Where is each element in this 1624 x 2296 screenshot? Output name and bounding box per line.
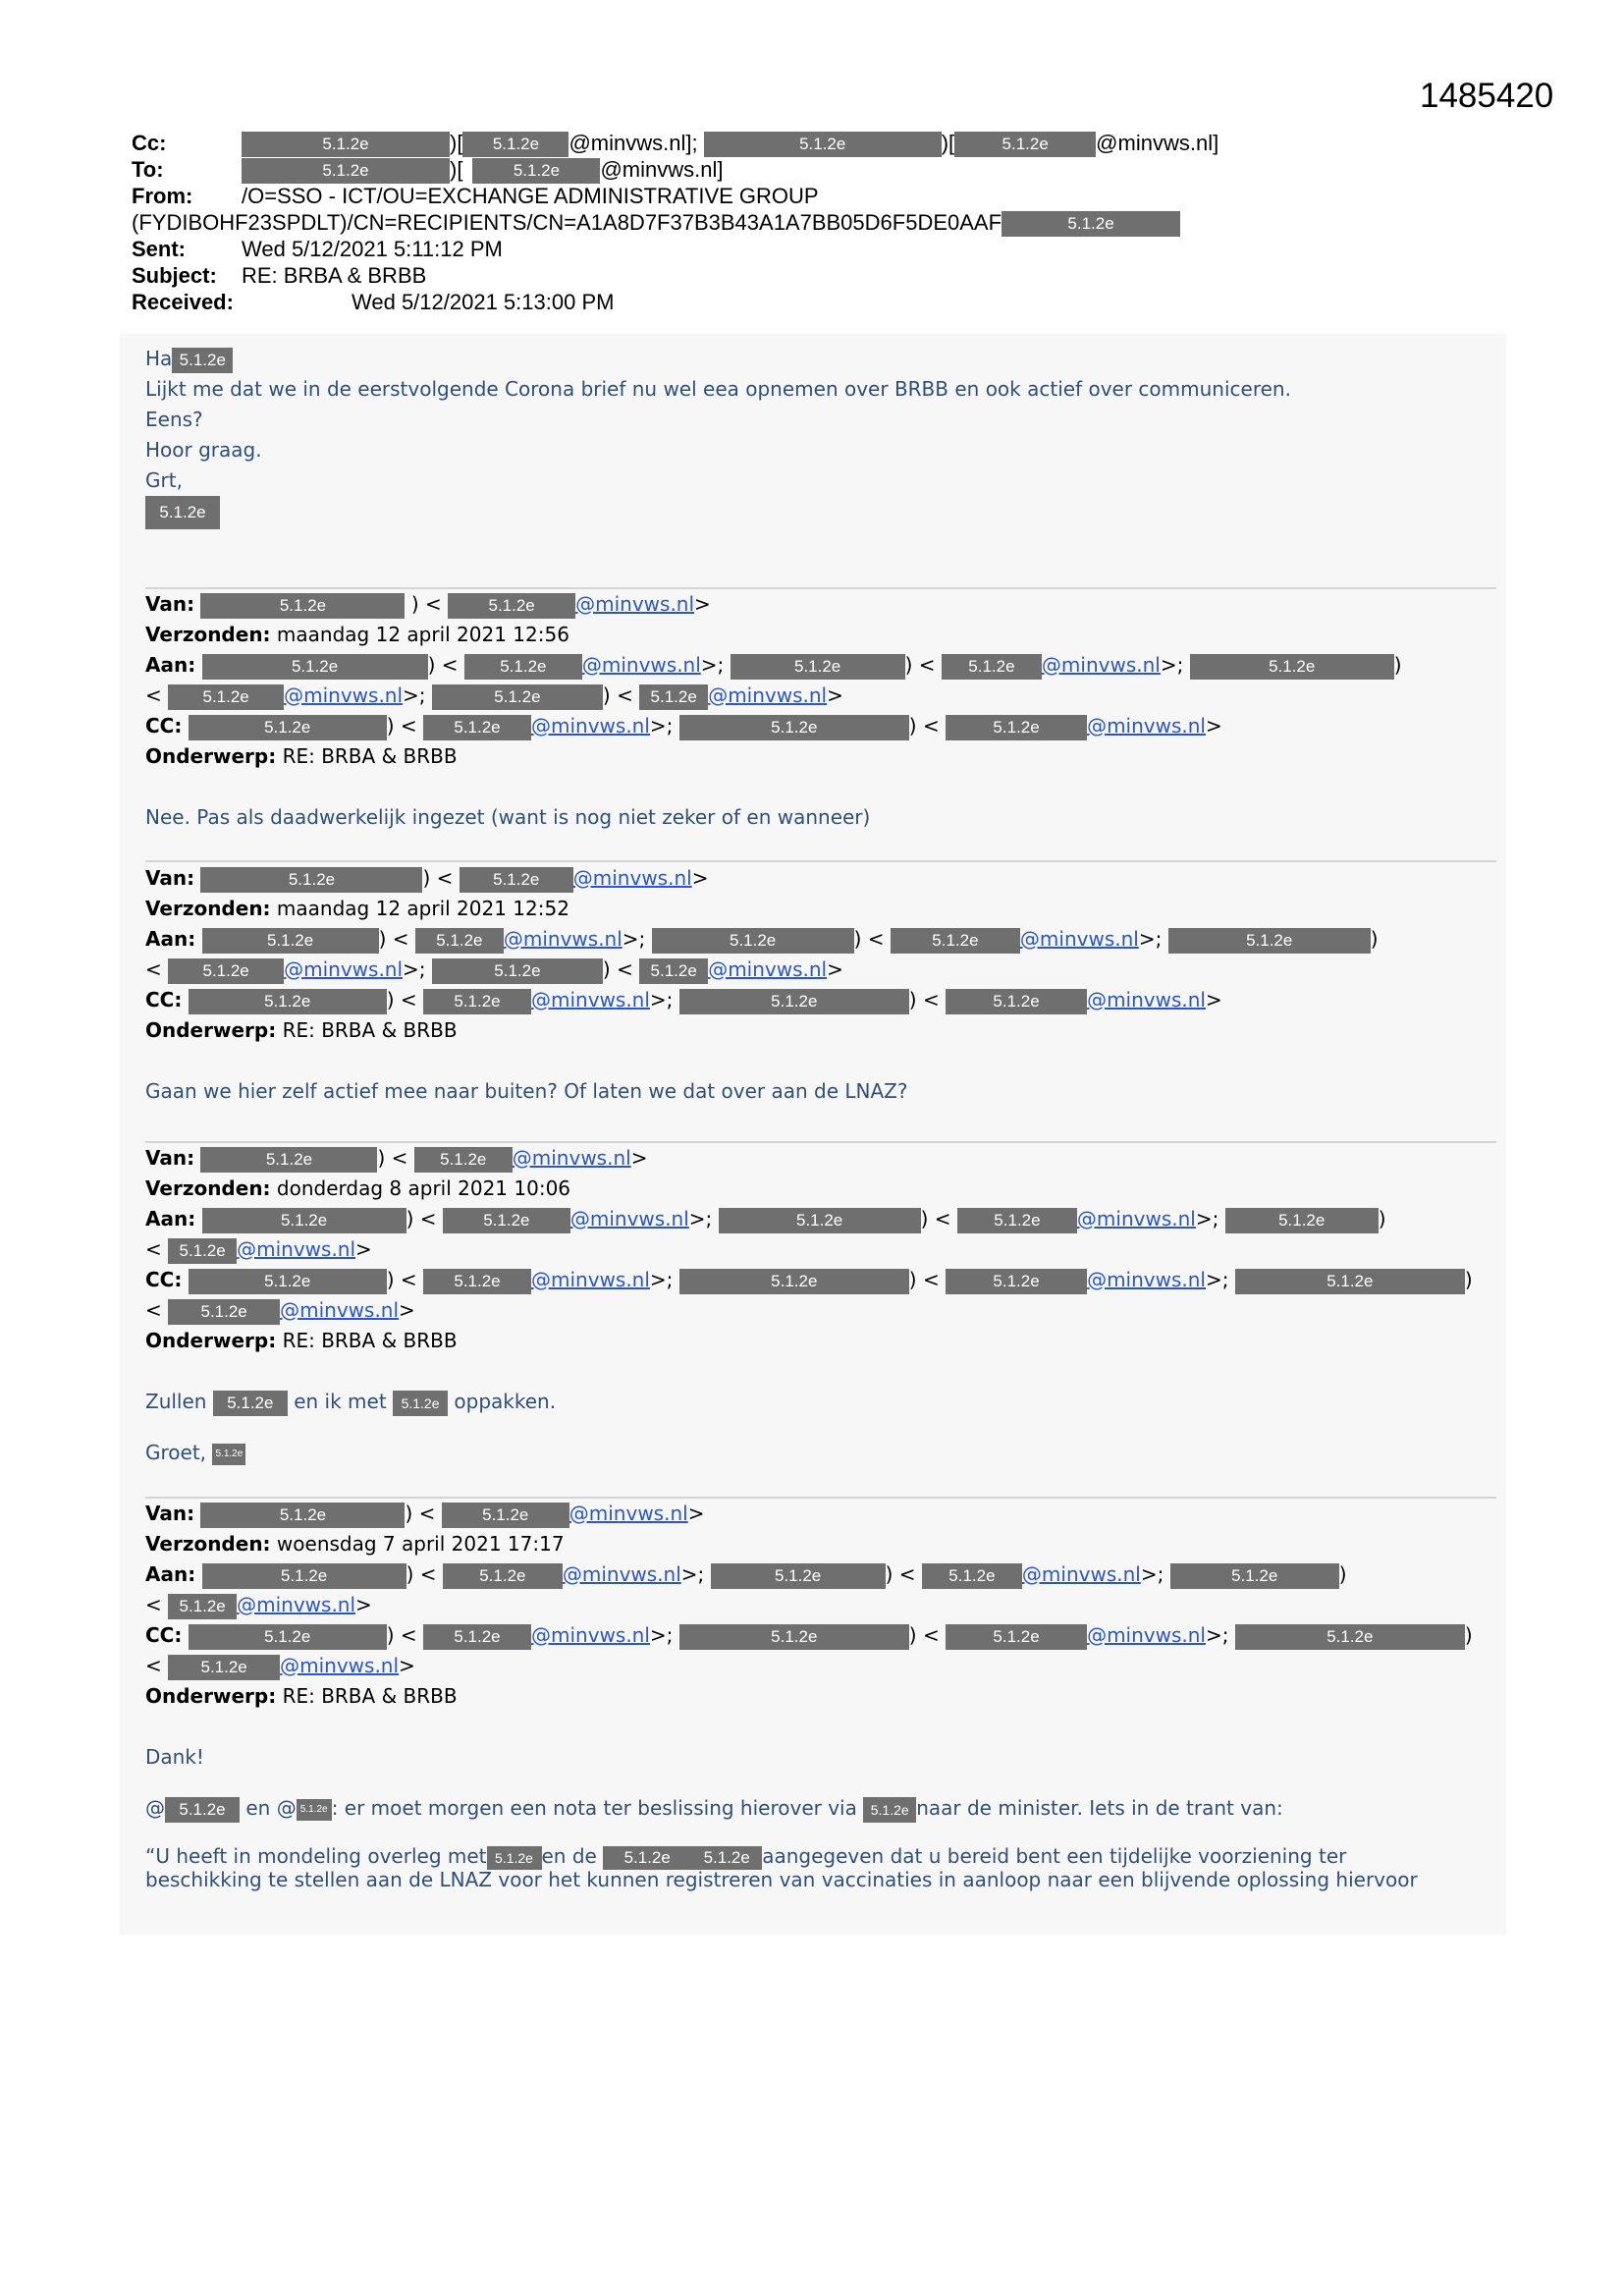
redaction: 5.1.2e <box>189 1269 387 1294</box>
cc-domain-end: @minvws.nl] <box>1096 131 1219 155</box>
redaction: 5.1.2e <box>679 715 909 740</box>
onderwerp-value: RE: BRBA & BRBB <box>282 1329 458 1352</box>
redaction: 5.1.2e <box>460 867 573 893</box>
email-dank: Dank! <box>145 1745 204 1769</box>
cc-label: Cc: <box>132 131 167 155</box>
onderwerp-label: Onderwerp: <box>145 1018 277 1042</box>
redaction: 5.1.2e <box>423 989 531 1014</box>
received-value: Wed 5/12/2021 5:13:00 PM <box>352 290 615 314</box>
redaction: 5.1.2e <box>168 1655 280 1680</box>
body-line: Grt, <box>145 468 183 492</box>
email-link[interactable]: @minvws.nl <box>280 1298 400 1322</box>
verzonden-value: maandag 12 april 2021 12:52 <box>276 897 569 920</box>
email-header-3 <box>145 1143 1500 1468</box>
cc-row <box>132 130 1545 156</box>
onderwerp-value: RE: BRBA & BRBB <box>282 744 458 768</box>
email-body: Nee. Pas als daadwerkelijk ingezet (want is nog niet zeker of en wanneer) <box>145 805 871 829</box>
subject-row <box>132 262 1545 289</box>
email-link[interactable]: @minvws.nl <box>1087 1623 1206 1647</box>
from-label: From: <box>132 184 193 208</box>
to-label: To: <box>132 157 164 182</box>
verzonden-label: Verzonden: <box>145 897 271 920</box>
aan-label: Aan: <box>145 927 196 951</box>
body-text: Zullen <box>145 1390 207 1413</box>
body-text: en @ <box>245 1796 297 1820</box>
redaction: 5.1.2e <box>1235 1269 1465 1294</box>
received-label: Received: <box>132 290 234 314</box>
redaction: 5.1.2e <box>639 684 708 710</box>
email-link[interactable]: @minvws.nl <box>1076 1207 1196 1230</box>
body-text: naar de minister. Iets in de trant van: <box>916 1796 1283 1820</box>
email-link[interactable]: @minvws.nl <box>284 957 404 981</box>
onderwerp-value: RE: BRBA & BRBB <box>282 1684 458 1708</box>
greeting-line <box>145 344 1500 374</box>
redaction: 5.1.2e <box>679 1269 909 1294</box>
groet-text: Groet, <box>145 1441 207 1464</box>
email-body <box>145 1387 1500 1417</box>
redaction: 5.1.2e <box>168 1299 280 1325</box>
redaction: 5.1.2e <box>679 1624 909 1650</box>
redaction: 5.1.2e <box>200 593 405 619</box>
cc-label: CC: <box>145 988 183 1011</box>
redaction: 5.1.2e <box>464 654 582 680</box>
redaction: 5.1.2e <box>189 715 387 740</box>
redaction: 5.1.2e <box>414 1147 513 1173</box>
onderwerp-value: RE: BRBA & BRBB <box>282 1018 458 1042</box>
aan-row: Aan: 5.1.2e ) < 5.1.2e @minvws.nl>; 5.1.2e ) < 5.1.2e @minvws.nl>; 5.1.2e ) <box>145 1559 1500 1590</box>
email-link[interactable]: @minvws.nl <box>531 1268 650 1291</box>
redaction: 5.1.2e <box>462 132 568 157</box>
email-header-1 <box>145 589 1500 833</box>
email-link[interactable]: @minvws.nl <box>503 927 623 951</box>
redaction: 5.1.2e <box>891 928 1020 954</box>
body-text: oppakken. <box>454 1390 557 1413</box>
cc-row: CC: 5.1.2e ) < 5.1.2e @minvws.nl>; 5.1.2e ) < 5.1.2e @minvws.nl> <box>145 711 1500 741</box>
email-link[interactable]: @minvws.nl <box>569 1207 689 1230</box>
redaction: 5.1.2e <box>200 867 422 893</box>
redaction: 5.1.2e <box>679 989 909 1014</box>
onderwerp-label: Onderwerp: <box>145 1684 277 1708</box>
cc-row: CC: 5.1.2e ) < 5.1.2e @minvws.nl>; 5.1.2e ) < 5.1.2e @minvws.nl>; 5.1.2e ) <box>145 1265 1500 1295</box>
redaction: 5.1.2e <box>415 928 504 954</box>
redaction: 5.1.2e <box>719 1208 921 1233</box>
redaction: 5.1.2e <box>200 1147 377 1173</box>
email-link[interactable]: @minvws.nl <box>531 988 650 1011</box>
redaction: 5.1.2e <box>487 1846 542 1870</box>
onderwerp-row <box>145 1015 1500 1046</box>
redaction: 5.1.2e <box>172 348 233 373</box>
to-row <box>132 156 1545 183</box>
aan-row-2: < 5.1.2e @minvws.nl>; 5.1.2e ) < 5.1.2e @minvws.nl> <box>145 681 1500 711</box>
bracket: )[ <box>941 131 955 155</box>
sent-value: Wed 5/12/2021 5:11:12 PM <box>242 237 503 261</box>
body-text: aangegeven dat u bereid bent een tijdelijke voorziening ter <box>762 1844 1347 1868</box>
redaction: 5.1.2e <box>1170 1563 1339 1589</box>
van-row: Van: 5.1.2e ) < 5.1.2e @minvws.nl> <box>145 1499 1500 1529</box>
redaction: 5.1.2e <box>603 1846 691 1870</box>
redaction: 5.1.2e <box>448 593 575 619</box>
aan-row-2: < 5.1.2e @minvws.nl> <box>145 1590 1500 1620</box>
email-body <box>145 1793 1500 1824</box>
redaction: 5.1.2e <box>472 158 600 184</box>
email-link[interactable]: @minvws.nl <box>531 714 650 738</box>
email-link[interactable]: @minvws.nl <box>568 1502 688 1525</box>
redaction: 5.1.2e <box>1225 1208 1379 1233</box>
redaction: 5.1.2e <box>168 958 284 984</box>
aan-row: Aan: 5.1.2e ) < 5.1.2e @minvws.nl>; 5.1.2e ) < 5.1.2e @minvws.nl>; 5.1.2e ) <box>145 650 1500 681</box>
cc-row-2: < 5.1.2e @minvws.nl> <box>145 1295 1500 1326</box>
redaction: 5.1.2e <box>168 1594 237 1619</box>
redaction: 5.1.2e <box>189 989 387 1014</box>
email-body: Gaan we hier zelf actief mee naar buiten? Of laten we dat over aan de LNAZ? <box>145 1079 908 1103</box>
redaction: 5.1.2e <box>423 715 531 740</box>
cc-label: CC: <box>145 1623 183 1647</box>
redaction: 5.1.2e <box>242 132 450 157</box>
email-link[interactable]: @minvws.nl <box>531 1623 650 1647</box>
redaction: 5.1.2e <box>168 1238 237 1264</box>
onderwerp-row <box>145 1681 1500 1712</box>
redaction: 5.1.2e <box>213 1391 288 1416</box>
email-link[interactable]: @minvws.nl <box>280 1654 400 1677</box>
verzonden-label: Verzonden: <box>145 1532 271 1556</box>
van-row: Van: 5.1.2e ) < 5.1.2e @minvws.nl> <box>145 1143 1500 1174</box>
body-text: @ <box>145 1796 165 1820</box>
email-quote <box>145 1844 1500 1891</box>
redaction: 5.1.2e <box>711 1563 886 1589</box>
cc-row-2: < 5.1.2e @minvws.nl> <box>145 1651 1500 1681</box>
aan-label: Aan: <box>145 1207 196 1230</box>
verzonden-row <box>145 894 1500 924</box>
email-link[interactable]: @minvws.nl <box>1087 714 1206 738</box>
body-text: “U heeft in mondeling overleg met <box>145 1844 487 1868</box>
email-link[interactable]: @minvws.nl <box>581 653 701 677</box>
redaction: 5.1.2e <box>954 132 1096 157</box>
verzonden-label: Verzonden: <box>145 1176 271 1200</box>
sent-label: Sent: <box>132 237 186 261</box>
verzonden-label: Verzonden: <box>145 623 271 646</box>
van-row: Van: 5.1.2e ) < 5.1.2e @minvws.nl> <box>145 863 1500 894</box>
greeting: Ha <box>145 347 173 370</box>
email-link[interactable]: @minvws.nl <box>708 957 828 981</box>
redaction: 5.1.2e <box>863 1797 916 1823</box>
van-label: Van: <box>145 1502 195 1525</box>
redaction: 5.1.2e <box>946 715 1087 740</box>
verzonden-row <box>145 620 1500 650</box>
redaction: 5.1.2e <box>443 1563 563 1589</box>
verzonden-row <box>145 1174 1500 1204</box>
aan-label: Aan: <box>145 1562 196 1586</box>
signature-line <box>145 496 1500 526</box>
email-link[interactable]: @minvws.nl <box>237 1593 356 1616</box>
verzonden-row <box>145 1529 1500 1559</box>
aan-row-2: < 5.1.2e @minvws.nl>; 5.1.2e ) < 5.1.2e @minvws.nl> <box>145 955 1500 985</box>
document-number: 1485420 <box>1420 77 1554 115</box>
body-line: Lijkt me dat we in de eerstvolgende Corona brief nu wel eea opnemen over BRBB en ook actief over communiceren. <box>145 377 1291 401</box>
aan-row: Aan: 5.1.2e ) < 5.1.2e @minvws.nl>; 5.1.2e ) < 5.1.2e @minvws.nl>; 5.1.2e ) <box>145 1204 1500 1234</box>
cc-row: CC: 5.1.2e ) < 5.1.2e @minvws.nl>; 5.1.2e ) < 5.1.2e @minvws.nl> <box>145 985 1500 1015</box>
redaction: 5.1.2e <box>1190 654 1394 680</box>
onderwerp-row <box>145 741 1500 772</box>
body-line: Eens? <box>145 408 203 431</box>
email-link[interactable]: @minvws.nl <box>562 1562 681 1586</box>
redaction: 5.1.2e <box>432 958 603 984</box>
onderwerp-label: Onderwerp: <box>145 744 277 768</box>
van-label: Van: <box>145 866 195 890</box>
cc-label: CC: <box>145 714 183 738</box>
redaction: 5.1.2e <box>212 1444 245 1465</box>
redaction: 5.1.2e <box>704 132 942 157</box>
email-link[interactable]: @minvws.nl <box>708 683 828 707</box>
sent-row <box>132 236 1545 262</box>
email-link[interactable]: @minvws.nl <box>1087 988 1206 1011</box>
email-link[interactable]: @minvws.nl <box>1021 1562 1141 1586</box>
subject-value: RE: BRBA & BRBB <box>242 263 427 288</box>
from-line2: (FYDIBOHF23SPDLT)/CN=RECIPIENTS/CN=A1A8D7F37B3B43A1A7BB05D6F5DE0AAF <box>132 210 1002 235</box>
redaction: 5.1.2e <box>443 1208 570 1233</box>
redaction: 5.1.2e <box>691 1846 762 1870</box>
van-row: Van: 5.1.2e ) < 5.1.2e @minvws.nl> <box>145 589 1500 620</box>
redaction: 5.1.2e <box>165 1797 240 1823</box>
email-groet <box>145 1438 1500 1468</box>
received-row <box>132 289 1545 315</box>
email-link[interactable]: @minvws.nl <box>237 1237 356 1261</box>
redaction: 5.1.2e <box>946 1624 1087 1650</box>
email-link[interactable]: @minvws.nl <box>512 1146 631 1170</box>
redaction: 5.1.2e <box>297 1799 332 1821</box>
redaction: 5.1.2e <box>946 989 1087 1014</box>
redaction: 5.1.2e <box>442 1503 569 1528</box>
van-label: Van: <box>145 1146 195 1170</box>
from-row <box>132 183 1545 209</box>
redaction: 5.1.2e <box>242 158 450 184</box>
redaction: 5.1.2e <box>1001 211 1180 237</box>
redaction: 5.1.2e <box>200 1503 405 1528</box>
email-link[interactable]: @minvws.nl <box>572 866 692 890</box>
verzonden-value: maandag 12 april 2021 12:56 <box>276 623 569 646</box>
body-line: beschikking te stellen aan de LNAZ voor het kunnen registreren van vaccinaties in aanloop naar een blijvende oplossing hiervoor <box>145 1868 1418 1891</box>
verzonden-value: donderdag 8 april 2021 10:06 <box>276 1176 571 1200</box>
cc-domain: @minvws.nl]; <box>568 131 698 155</box>
redaction: 5.1.2e <box>423 1624 531 1650</box>
onderwerp-label: Onderwerp: <box>145 1329 277 1352</box>
redaction: 5.1.2e <box>1235 1624 1465 1650</box>
body-text: en ik met <box>294 1390 387 1413</box>
redaction: 5.1.2e <box>202 1208 406 1233</box>
redaction: 5.1.2e <box>168 684 284 710</box>
redaction: 5.1.2e <box>145 496 220 529</box>
email-link[interactable]: @minvws.nl <box>1041 653 1161 677</box>
from-line1: /O=SSO - ICT/OU=EXCHANGE ADMINISTRATIVE GROUP <box>242 184 819 208</box>
from-row-2 <box>132 209 1545 236</box>
redaction: 5.1.2e <box>432 684 603 710</box>
redaction: 5.1.2e <box>922 1563 1022 1589</box>
onderwerp-row <box>145 1326 1500 1356</box>
redaction: 5.1.2e <box>189 1624 387 1650</box>
to-domain: @minvws.nl] <box>600 157 724 182</box>
aan-row-2: < 5.1.2e @minvws.nl> <box>145 1234 1500 1265</box>
redaction: 5.1.2e <box>942 654 1042 680</box>
redaction: 5.1.2e <box>957 1208 1077 1233</box>
body-text: en de <box>541 1844 597 1868</box>
separator <box>145 860 1496 862</box>
redaction: 5.1.2e <box>652 928 854 954</box>
body-line: Hoor graag. <box>145 438 262 462</box>
redaction: 5.1.2e <box>202 928 379 954</box>
aan-label: Aan: <box>145 653 196 677</box>
redaction: 5.1.2e <box>202 1563 406 1589</box>
email-link[interactable]: @minvws.nl <box>1087 1268 1206 1291</box>
redaction: 5.1.2e <box>946 1269 1087 1294</box>
bracket: )[ <box>450 157 463 182</box>
redaction: 5.1.2e <box>423 1269 531 1294</box>
message-body-top <box>145 344 1500 526</box>
redaction: 5.1.2e <box>731 654 905 680</box>
redaction: 5.1.2e <box>639 958 708 984</box>
aan-row: Aan: 5.1.2e ) < 5.1.2e @minvws.nl>; 5.1.2e ) < 5.1.2e @minvws.nl>; 5.1.2e ) <box>145 924 1500 955</box>
cc-row: CC: 5.1.2e ) < 5.1.2e @minvws.nl>; 5.1.2e ) < 5.1.2e @minvws.nl>; 5.1.2e ) <box>145 1620 1500 1651</box>
body-text: : er moet morgen een nota ter beslissing hierover via <box>331 1796 857 1820</box>
subject-label: Subject: <box>132 263 217 288</box>
van-label: Van: <box>145 592 195 616</box>
verzonden-value: woensdag 7 april 2021 17:17 <box>276 1532 565 1556</box>
email-link[interactable]: @minvws.nl <box>284 683 404 707</box>
email-link[interactable]: @minvws.nl <box>575 592 695 616</box>
bracket: )[ <box>450 131 463 155</box>
redaction: 5.1.2e <box>202 654 428 680</box>
email-link[interactable]: @minvws.nl <box>1019 927 1139 951</box>
email-header-4 <box>145 1499 1500 1891</box>
redaction: 5.1.2e <box>1168 928 1371 954</box>
email-header-2 <box>145 863 1500 1107</box>
email-header <box>132 130 1545 315</box>
redaction: 5.1.2e <box>393 1391 448 1416</box>
cc-label: CC: <box>145 1268 183 1291</box>
